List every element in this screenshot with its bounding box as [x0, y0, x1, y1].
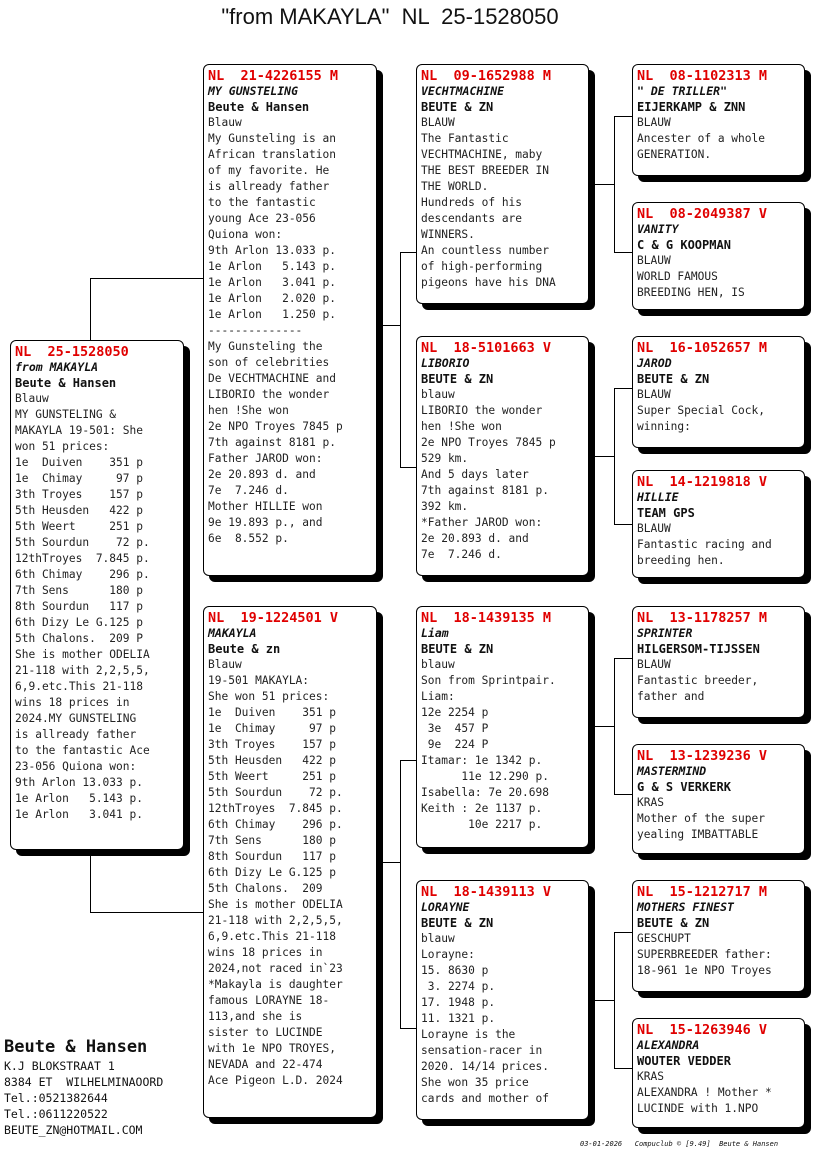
pedigree-card-mother [203, 606, 377, 1118]
pigeon-description: BLAUW Ancester of a whole GENERATION. [637, 116, 765, 161]
breeder-email: BEUTE_ZN@HOTMAIL.COM [4, 1123, 143, 1137]
owner: BEUTE & ZN [421, 372, 494, 386]
pigeon-description: blauw Son from Sprintpair. Liam: 12e 2254 p 3e 457 P 9e 224 P Itamar: 1e 1342 p. 11e 12.290 p. Isabella: 7e 20.698 Keith : 2e 1137 p. 10e 2217 p. [421, 658, 556, 831]
owner: BEUTE & ZN [421, 916, 494, 930]
owner: HILGERSOM-TIJSSEN [637, 642, 760, 656]
pedigree-card-father [203, 64, 377, 576]
pigeon-name: ALEXANDRA [637, 1038, 700, 1052]
owner: EIJERKAMP & ZNN [637, 100, 746, 114]
ring-number: NL 08-2049387 V [637, 206, 768, 222]
pedigree-card-mmm [632, 1018, 805, 1128]
connector-line [614, 388, 615, 524]
ring-number: NL 19-1224501 V [208, 610, 339, 626]
pigeon-description: BLAUW The Fantastic VECHTMACHINE, maby THE BEST BREEDER IN THE WORLD. Hundreds of his descendants are WINNERS. An countless number of high-performing pigeons have his DNA [421, 116, 556, 289]
pedigree-card-subject [10, 340, 184, 850]
connector-line [614, 116, 615, 252]
pedigree-card-ff [416, 64, 589, 304]
connector-line [400, 1028, 416, 1029]
connector-line [400, 252, 416, 253]
owner: BEUTE & ZN [421, 100, 494, 114]
footer-credit: 03-01-2026 Compuclub © [9.49] Beute & Hansen [580, 1140, 779, 1148]
connector-line [614, 658, 615, 794]
connector-line [614, 252, 632, 253]
connector-line [594, 1000, 614, 1001]
connector-line [614, 932, 615, 1068]
owner: G & S VERKERK [637, 780, 731, 794]
pigeon-description: BLAUW WORLD FAMOUS BREEDING HEN, IS [637, 254, 745, 299]
connector-line [400, 760, 416, 761]
pigeon-name: MASTERMIND [637, 764, 707, 778]
connector-line [614, 116, 632, 117]
ring-number: NL 25-1528050 [15, 344, 129, 360]
pedigree-card-mm [416, 880, 589, 1120]
connector-line [614, 794, 632, 795]
pigeon-description: blauw Lorayne: 15. 8630 p 3. 2274 p. 17. 1948 p. 11. 1321 p. Lorayne is the sensation-racer in 2020. 14/14 prices. She won 35 price cards and mother of [421, 932, 549, 1105]
pigeon-name: MY GUNSTELING [208, 84, 299, 98]
pedigree-card-mmf [632, 880, 805, 992]
ring-number: NL 18-1439113 V [421, 884, 552, 900]
pigeon-name: HILLIE [637, 490, 679, 504]
pigeon-name: LORAYNE [421, 900, 470, 914]
pigeon-name: Liam [421, 626, 449, 640]
breeder-city: 8384 ET WILHELMINAOORD [4, 1075, 164, 1089]
breeder-info [4, 1036, 163, 1138]
owner: BEUTE & ZN [637, 916, 710, 930]
pigeon-name: MAKAYLA [208, 626, 257, 640]
pigeon-name: MOTHERS FINEST [637, 900, 734, 914]
breeder-address: K.J BLOKSTRAAT 1 [4, 1059, 115, 1073]
page-title: "from MAKAYLA" NL 25-1528050 [221, 4, 559, 29]
pigeon-description: KRAS ALEXANDRA ! Mother * LUCINDE with 1.NPO [637, 1070, 772, 1115]
connector-line [614, 658, 632, 659]
pigeon-description: BLAUW Fantastic racing and breeding hen. [637, 522, 772, 567]
connector-line [614, 524, 632, 525]
owner: WOUTER VEDDER [637, 1054, 731, 1068]
pigeon-description: BLAUW Super Special Cock, winning: [637, 388, 765, 433]
ring-number: NL 18-1439135 M [421, 610, 552, 626]
ring-number: NL 15-1212717 M [637, 884, 768, 900]
owner: Beute & Hansen [208, 100, 310, 114]
pigeon-name: JAROD [637, 356, 672, 370]
ring-number: NL 09-1652988 M [421, 68, 552, 84]
connector-line [614, 1068, 632, 1069]
ring-number: NL 08-1102313 M [637, 68, 768, 84]
pedigree-card-mfm [632, 744, 805, 854]
pedigree-card-fmm [632, 470, 805, 578]
pigeon-description: Blauw My Gunsteling is an African translation of my favorite. He is allready father to the fantastic young Ace 23-056 Quiona won: 9th Arlon 13.033 p. 1e Arlon 5.143 p. 1e Arlon 3.041 p. 1e Arlon 2.020 p. 1e Arlon 1.250 p. -------------- My Gunsteling the son of celebrities De VECHTMACHINE and LIBORIO the wonder hen !She won 2e NPO Troyes 7845 p 7th against 8181 p. Father JAROD won: 2e 20.893 d. and 7e 7.246 d. Mother HILLIE won 9e 19.893 p., and 6e 8.552 p. [208, 116, 343, 545]
pedigree-card-mff [632, 606, 805, 718]
breeder-phone-1: Tel.:0521382644 [4, 1091, 108, 1105]
pigeon-description: blauw LIBORIO the wonder hen !She won 2e NPO Troyes 7845 p 529 km. And 5 days later 7th against 8181 p. 392 km. *Father JAROD won: 2e 20.893 d. and 7e 7.246 d. [421, 388, 556, 561]
owner: TEAM GPS [637, 506, 695, 520]
breeder-name: Beute & Hansen [4, 1037, 148, 1057]
connector-line [90, 278, 204, 279]
pedigree-card-fmf [632, 336, 805, 448]
connector-line [90, 912, 204, 913]
connector-line [400, 467, 416, 468]
pigeon-description: BLAUW Fantastic breeder, father and [637, 658, 759, 703]
ring-number: NL 21-4226155 M [208, 68, 339, 84]
connector-line [614, 388, 632, 389]
pigeon-name: from MAKAYLA [15, 360, 99, 374]
connector-line [382, 325, 400, 326]
owner: BEUTE & ZN [421, 642, 494, 656]
owner: Beute & zn [208, 642, 281, 656]
connector-line [614, 932, 632, 933]
connector-line [90, 278, 91, 340]
pedigree-card-fm [416, 336, 589, 576]
pigeon-name: VANITY [637, 222, 679, 236]
pigeon-name: " DE TRILLER" [637, 84, 728, 98]
pedigree-card-mf [416, 606, 589, 848]
connector-line [594, 726, 614, 727]
pigeon-description: KRAS Mother of the super yealing IMBATTABLE [637, 796, 765, 841]
pigeon-name: LIBORIO [421, 356, 470, 370]
pigeon-description: GESCHUPT SUPERBREEDER father: 18-961 1e NPO Troyes [637, 932, 772, 977]
ring-number: NL 16-1052657 M [637, 340, 768, 356]
ring-number: NL 15-1263946 V [637, 1022, 768, 1038]
owner: BEUTE & ZN [637, 372, 710, 386]
ring-number: NL 14-1219818 V [637, 474, 768, 490]
pigeon-description: Blauw 19-501 MAKAYLA: She won 51 prices: 1e Duiven 351 p 1e Chimay 97 p 3th Troyes 157 p 5th Heusden 422 p 5th Weert 251 p 5th Sourdun 72 p. 12thTroyes 7.845 p. 6th Chimay 296 p. 7th Sens 180 p 8th Sourdun 117 p 6th Dizy Le G.125 p 5th Chalons. 209 She is mother ODELIA 21-118 with 2,2,5,5, 6,9.etc.This 21-118 wins 18 prices in 2024,not raced in`23 *Makayla is daughter famous LORAYNE 18- 113,and she is sister to LUCINDE with 1e NPO TROYES, NEVADA and 22-474 Ace Pigeon L.D. 2024 [208, 658, 343, 1087]
ring-number: NL 13-1178257 M [637, 610, 768, 626]
pigeon-description: Blauw MY GUNSTELING & MAKAYLA 19-501: She won 51 prices: 1e Duiven 351 p 1e Chimay 97 p 3th Troyes 157 p 5th Heusden 422 p 5th Weert 251 p 5th Sourdun 72 p. 12thTroyes 7.845 p. 6th Chimay 296 p. 7th Sens 180 p 8th Sourdun 117 p 6th Dizy Le G.125 p 5th Chalons. 209 P She is mother ODELIA 21-118 with 2,2,5,5, 6,9.etc.This 21-118 wins 18 prices in 2024.MY GUNSTELING is allready father to the fantastic Ace 23-056 Quiona won: 9th Arlon 13.033 p. 1e Arlon 5.143 p. 1e Arlon 3.041 p. [15, 392, 150, 821]
pedigree-card-fff [632, 64, 805, 176]
connector-line [382, 862, 400, 863]
ring-number: NL 13-1239236 V [637, 748, 768, 764]
connector-line [400, 252, 401, 467]
pigeon-name: VECHTMACHINE [421, 84, 505, 98]
owner: Beute & Hansen [15, 376, 117, 390]
connector-line [594, 456, 614, 457]
ring-number: NL 18-5101663 V [421, 340, 552, 356]
owner: C & G KOOPMAN [637, 238, 731, 252]
connector-line [400, 760, 401, 1028]
pigeon-name: SPRINTER [637, 626, 693, 640]
pedigree-card-ffm [632, 202, 805, 310]
breeder-phone-2: Tel.:0611220522 [4, 1107, 108, 1121]
connector-line [594, 184, 614, 185]
connector-line [90, 850, 91, 912]
